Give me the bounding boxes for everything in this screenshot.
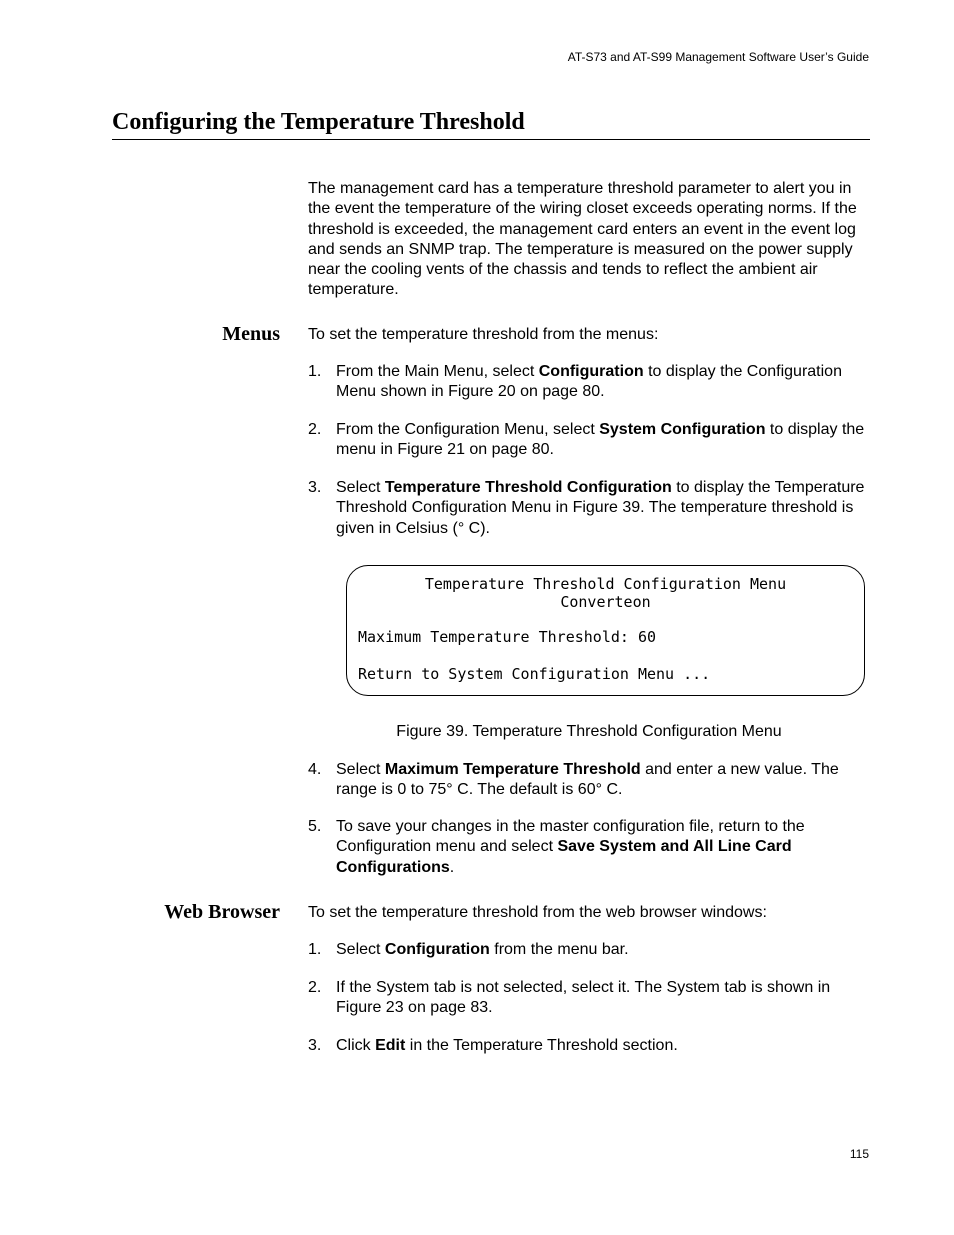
menus-step-1 (308, 362, 870, 403)
step-bold: Save System and All Line Card Configurations (336, 838, 792, 876)
step-number: 5. (308, 818, 322, 835)
step-number: 2. (308, 979, 322, 996)
page-title: Configuring the Temperature Threshold (112, 107, 870, 140)
step-number: 4. (308, 761, 322, 778)
step-text: If the System tab is not selected, select it. The System tab is shown in Figure 23 on page 83. (336, 979, 831, 1017)
step-text: From the Main Menu, select (336, 363, 539, 380)
screen-title: Temperature Threshold Configuration Menu (424, 575, 787, 593)
step-text: and enter a new value. The range is 0 to 75° C. The default is 60° C. (336, 761, 839, 799)
step-text: From the Configuration Menu, select (336, 421, 600, 438)
step-bold: Configuration (538, 363, 644, 380)
step-text: Select (336, 479, 385, 496)
web-step-3 (308, 1036, 870, 1056)
page-number: 115 (849, 1147, 869, 1161)
step-text: to display the Temperature Threshold Configuration Menu in Figure 39. The temperature threshold is given in Celsius (° C). (336, 479, 865, 537)
terminal-screen-figure (346, 565, 865, 696)
step-text: Select (336, 941, 385, 958)
web-step-1 (308, 940, 870, 960)
step-number: 1. (308, 941, 322, 958)
menus-step-4 (308, 760, 870, 801)
step-text: in the Temperature Threshold section. (405, 1037, 678, 1054)
running-header: AT-S73 and AT-S99 Management Software User’s Guide (567, 50, 869, 64)
step-number: 2. (308, 421, 322, 438)
intro-paragraph: The management card has a temperature threshold parameter to alert you in the event the temperature of the wiring closet exceeds operating norms. If the threshold is exceeded, the management card enters an event in the event log and sends an SNMP trap. The temperature is measured on the power supply near the cooling vents of the chassis and tends to reflect the ambient air temperature. (308, 180, 857, 299)
step-text: from the menu bar. (489, 941, 629, 958)
max-threshold-menu-item: Maximum Temperature Threshold: 60 (358, 628, 657, 646)
menus-step-5 (308, 817, 870, 878)
step-bold: Maximum Temperature Threshold (384, 761, 641, 778)
step-text: to display the menu in Figure 21 on page 80. (336, 421, 865, 459)
step-number: 3. (308, 479, 322, 496)
step-text: Click (336, 1037, 376, 1054)
menus-heading: Menus (222, 323, 280, 345)
step-text: . (449, 858, 455, 876)
step-number: 1. (308, 363, 322, 380)
web-browser-lead: To set the temperature threshold from the web browser windows: (308, 904, 767, 921)
figure-caption: Figure 39. Temperature Threshold Configuration Menu (396, 723, 782, 740)
step-bold: Configuration (384, 941, 490, 958)
step-text: To save your changes in the master configuration file, return to the Configuration menu and select (336, 818, 805, 856)
step-bold: Temperature Threshold Configuration (384, 479, 672, 496)
screen-subtitle: Converteon (560, 593, 651, 611)
step-bold: Edit (375, 1037, 406, 1054)
step-number: 3. (308, 1037, 322, 1054)
web-step-2 (308, 978, 870, 1019)
menus-lead: To set the temperature threshold from the menus: (308, 326, 659, 343)
step-text: to display the Configuration Menu shown in Figure 20 on page 80. (336, 363, 842, 401)
step-bold: System Configuration (599, 421, 766, 438)
step-text: Select (336, 761, 385, 778)
return-menu-item: Return to System Configuration Menu ... (358, 665, 711, 683)
menus-step-3 (308, 478, 870, 539)
menus-step-2 (308, 420, 870, 461)
web-browser-heading: Web Browser (164, 901, 280, 923)
